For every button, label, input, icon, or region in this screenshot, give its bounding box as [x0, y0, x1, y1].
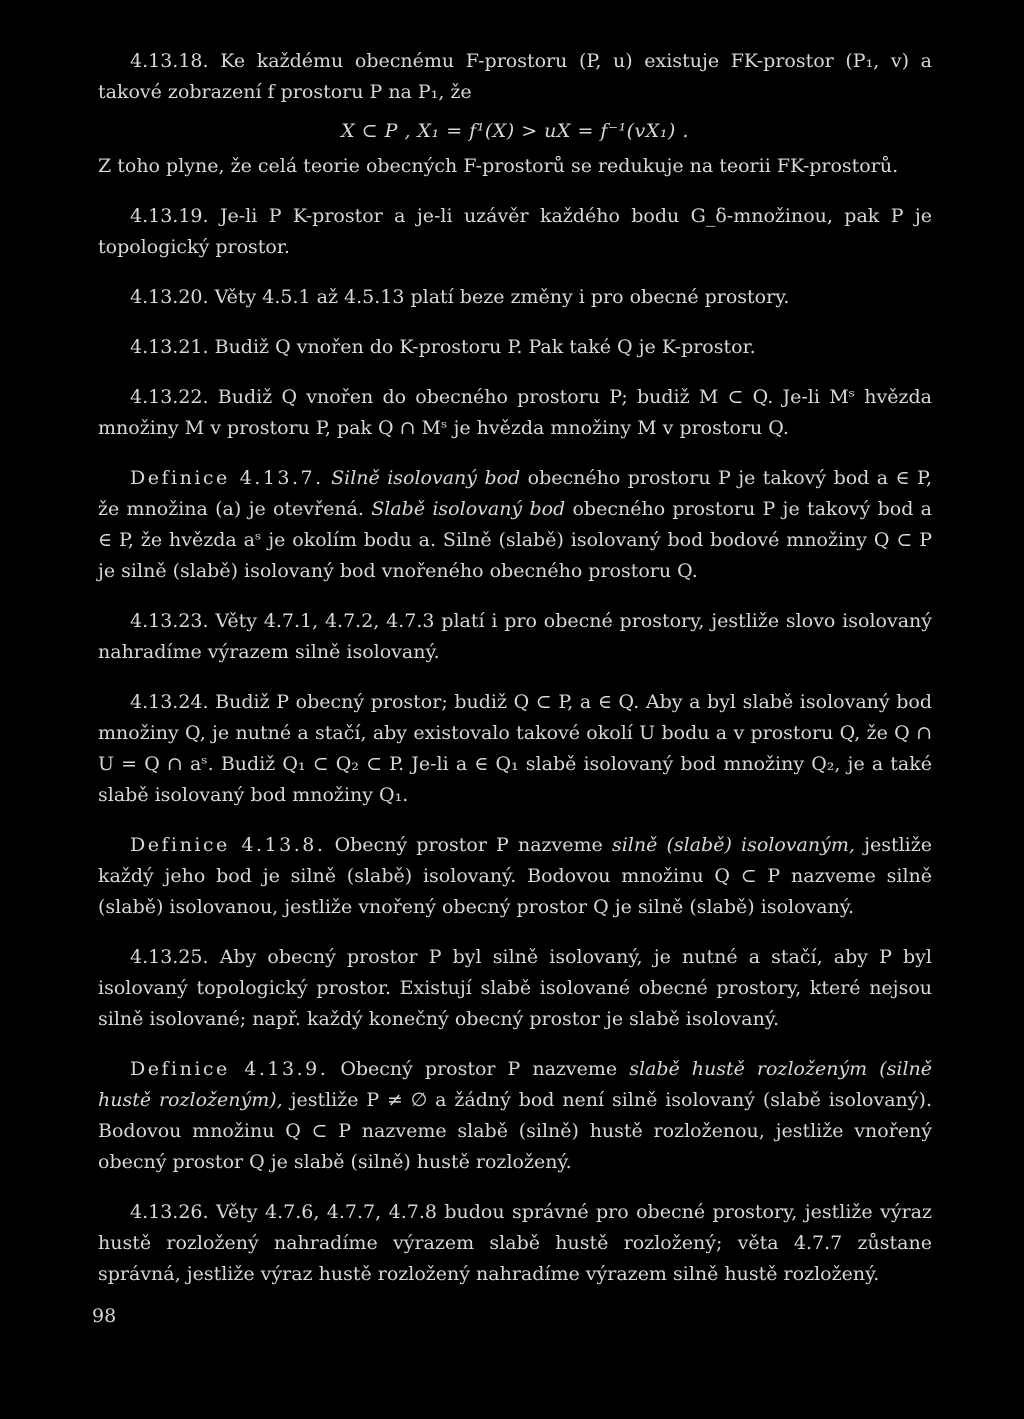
definition-label: Definice 4.13.8. — [130, 834, 326, 856]
paragraph-4-13-21: 4.13.21. Budiž Q vnořen do K-prostoru P. Pak také Q je K-prostor. — [130, 336, 756, 358]
defined-term: Slabě isolovaný bod — [371, 498, 566, 520]
paragraph-4-13-23: 4.13.23. Věty 4.7.1, 4.7.2, 4.7.3 platí i pro obecné prostory, jestliže slovo isolovaný nahradíme výrazem silně isolovaný. — [98, 610, 932, 663]
definition-text: Obecný prostor P nazveme — [340, 1058, 618, 1080]
definition-label: Definice 4.13.9. — [130, 1058, 329, 1080]
definition-4-13-8 — [98, 830, 932, 923]
definition-4-13-7 — [98, 463, 932, 587]
definition-text: jestliže každý jeho bod je silně (slabě) isolovaný. Bodovou množinu Q ⊂ P nazveme silně (slabě) isolovanou, jestliže vnořený obecný prostor Q je silně (slabě) isolovaný. — [98, 834, 932, 918]
defined-term: silně (slabě) isolovaným, — [611, 834, 855, 856]
defined-term: Silně isolovaný bod — [331, 467, 521, 489]
paragraph-4-13-20: 4.13.20. Věty 4.5.1 až 4.5.13 platí beze změny i pro obecné prostory. — [130, 286, 790, 308]
paragraph-4-13-25: 4.13.25. Aby obecný prostor P byl silně isolovaný, je nutné a stačí, aby P byl isolovaný topologický prostor. Existují slabě isolované obecné prostory, které nejsou silně isolované; např. každý konečný obecný prostor je slabě isolovaný. — [98, 946, 932, 1030]
formula: X ⊂ P , X₁ = f¹(X) > uX = f⁻¹(vX₁) . — [341, 120, 689, 142]
definition-text: Obecný prostor P nazveme — [334, 834, 603, 856]
definition-4-13-9 — [98, 1054, 932, 1178]
definition-label: Definice 4.13.7. — [130, 467, 324, 489]
paragraph-4-13-19: 4.13.19. Je-li P K-prostor a je-li uzávěr každého bodu G_δ-množinou, pak P je topologický prostor. — [98, 205, 932, 258]
paragraph-4-13-22: 4.13.22. Budiž Q vnořen do obecného prostoru P; budiž M ⊂ Q. Je-li Mˢ hvězda množiny M v prostoru P, pak Q ∩ Mˢ je hvězda množiny M v prostoru Q. — [98, 386, 932, 439]
paragraph-4-13-24: 4.13.24. Budiž P obecný prostor; budiž Q ⊂ P, a ∈ Q. Aby a byl slabě isolovaný bod množiny Q, je nutné a stačí, aby existovalo takové okolí U bodu a v prostoru Q, že Q ∩ U = Q ∩ aˢ. Budiž Q₁ ⊂ Q₂ ⊂ P. Je-li a ∈ Q₁ slabě isolovaný bod množiny Q₂, je a také slabě isolovaný bod množiny Q₁. — [98, 691, 932, 806]
definition-text: obecného prostoru P je takový bod a ∈ P, že množina (a) je otevřená. — [98, 467, 932, 520]
page-number: 98 — [92, 1305, 117, 1327]
defined-term: slabě hustě rozloženým (silně hustě rozloženým), — [98, 1058, 933, 1111]
paragraph-4-13-26: 4.13.26. Věty 4.7.6, 4.7.7, 4.7.8 budou správné pro obecné prostory, jestliže výraz hustě rozložený nahradíme výrazem slabě hustě rozložený; věta 4.7.7 zůstane správná, jestliže výraz hustě rozložený nahradíme výrazem silně hustě rozložený. — [98, 1201, 932, 1285]
paragraph-4-13-18: 4.13.18. Ke každému obecnému F-prostoru (P, u) existuje FK-prostor (P₁, v) a takové zobrazení f prostoru P na P₁, že — [98, 50, 932, 103]
paragraph-remark: Z toho plyne, že celá teorie obecných F-prostorů se redukuje na teorii FK-prostorů. — [98, 155, 899, 177]
definition-text: obecného prostoru P je takový bod a ∈ P, že hvězda aˢ je okolím bodu a. Silně (slabě) isolovaný bod bodové množiny Q ⊂ P je silně (slabě) isolovaný bod vnořeného obecného prostoru Q. — [98, 498, 932, 582]
definition-text: jestliže P ≠ ∅ a žádný bod není silně isolovaný (slabě isolovaný). Bodovou množinu Q ⊂ P nazveme slabě (silně) hustě rozloženou, jestliže vnořený obecný prostor Q je slabě (silně) hustě rozložený. — [98, 1089, 932, 1173]
